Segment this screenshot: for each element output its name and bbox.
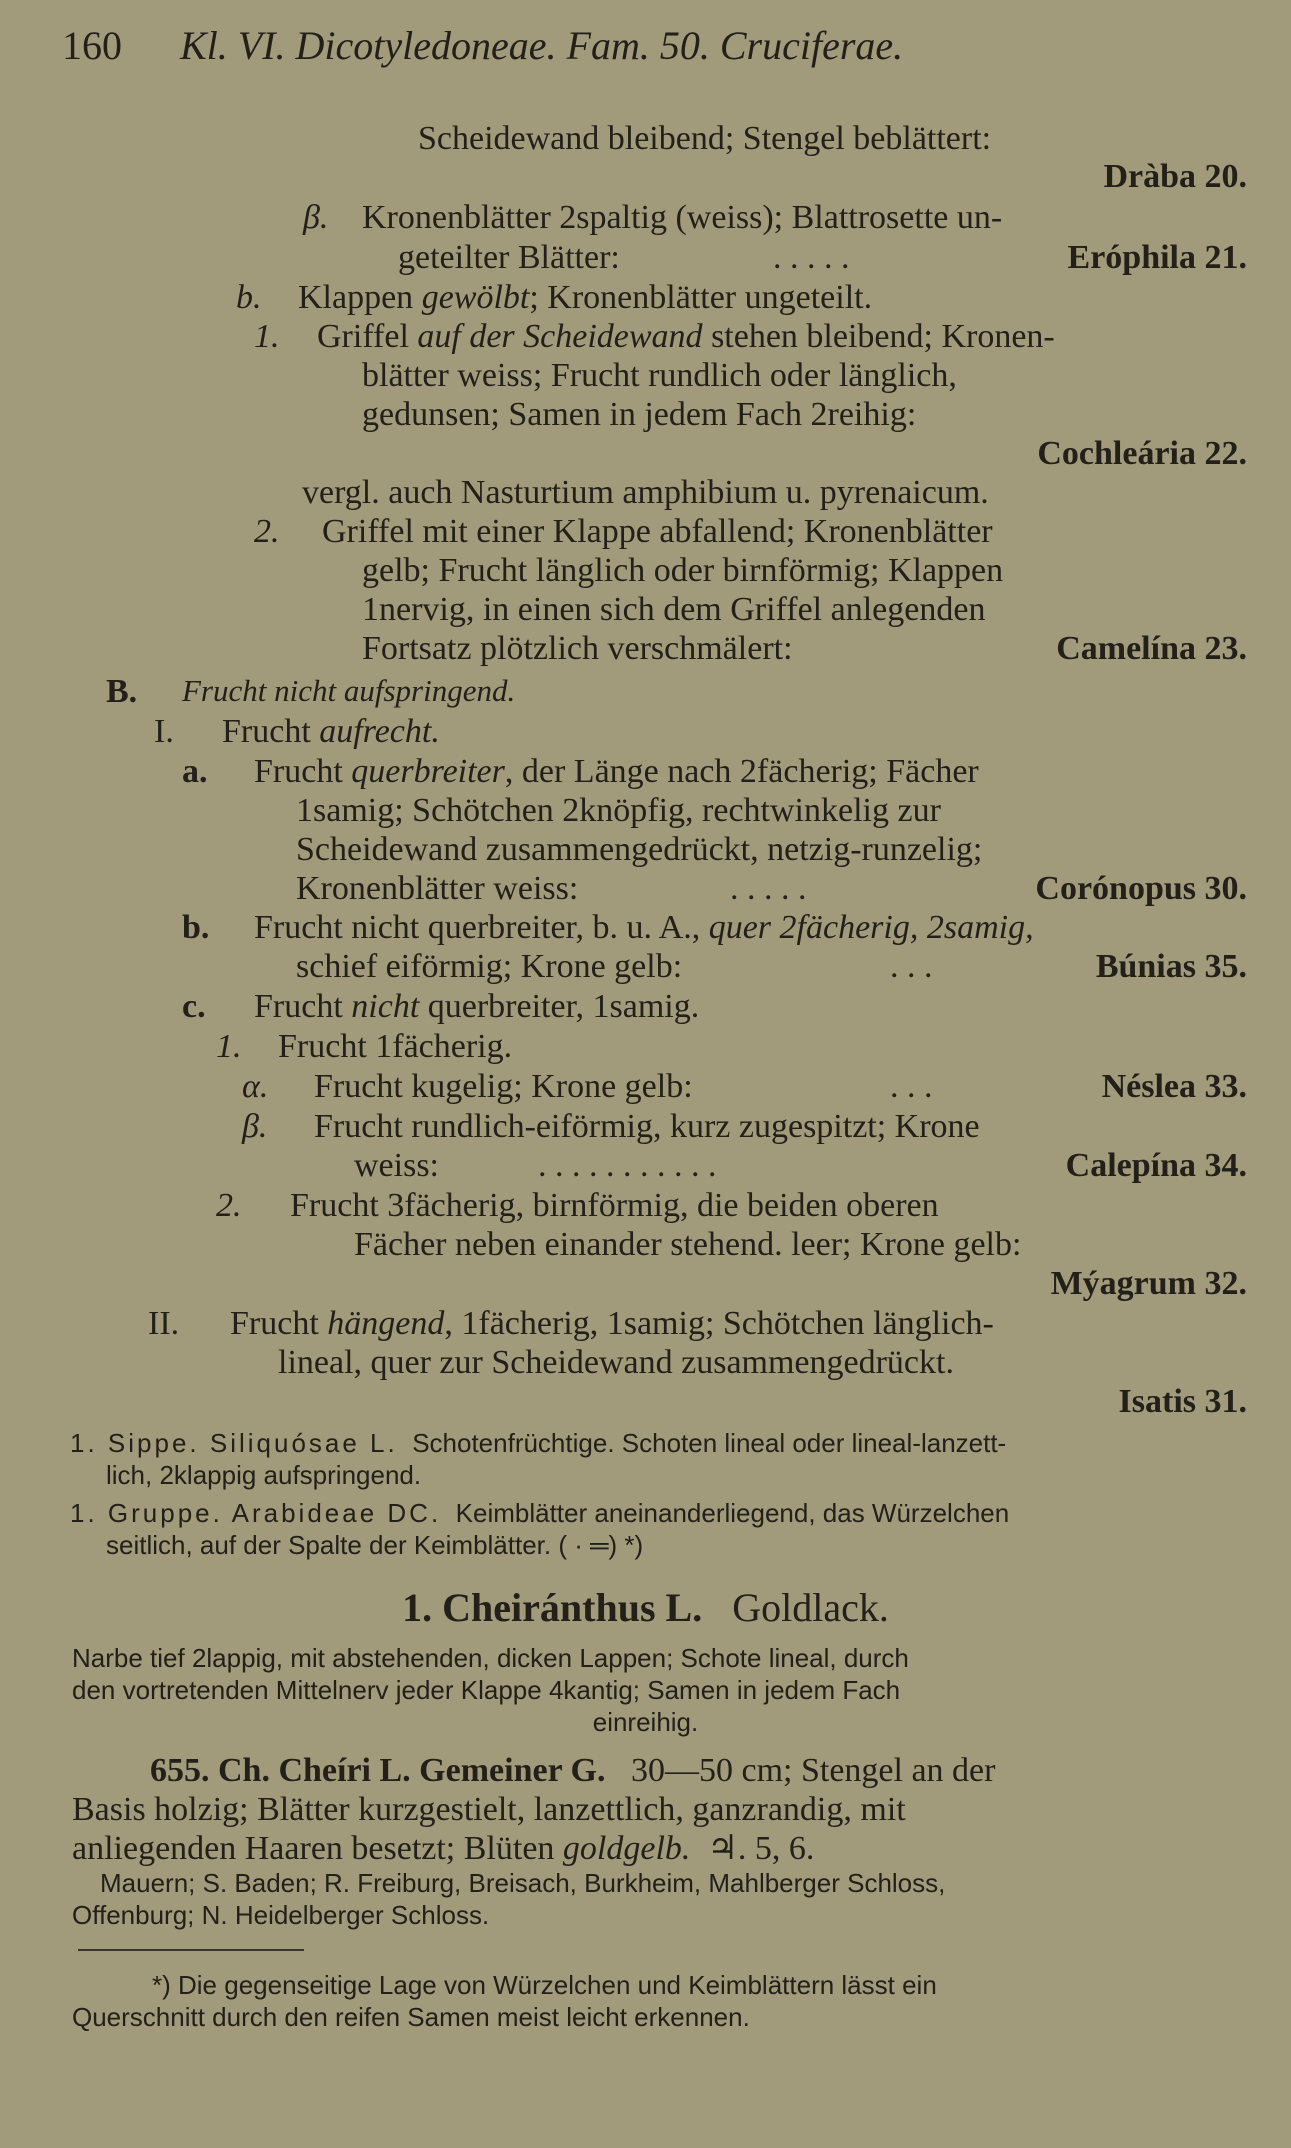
key-genus-name: Calepína 34. (1065, 1147, 1247, 1184)
key-line: Frucht querbreiter, der Länge nach 2fächerig; Fächer (254, 753, 979, 790)
key-line: Kronenblätter 2spaltig (weiss); Blattrosette un- (362, 199, 1003, 236)
running-title: Kl. VI. Dicotyledoneae. Fam. 50. Cruciferae. (180, 23, 904, 68)
key-marker: 2. (254, 513, 280, 550)
leader-dots: . . . . . . . . . . . (538, 1147, 717, 1184)
key-line: Kronenblätter weiss: (296, 870, 579, 907)
key-marker: b. (236, 279, 262, 316)
key-genus-name: Eróphila 21. (1067, 239, 1247, 276)
key-line: Frucht rundlich-eiförmig, kurz zugespitzt; Krone (314, 1108, 980, 1145)
key-line: weiss: (354, 1147, 439, 1184)
key-line: Frucht nicht querbreiter, b. u. A., quer 2fächerig, 2samig, (254, 909, 1034, 946)
key-marker: 1. (254, 318, 280, 355)
leader-dots: . . . (890, 1068, 933, 1105)
key-line: Frucht aufrecht. (222, 713, 440, 750)
key-line: Scheidewand bleibend; Stengel beblättert: (418, 120, 992, 157)
key-line: Frucht 1fächerig. (278, 1028, 513, 1065)
key-marker: B. (106, 673, 138, 710)
key-marker: β. (242, 1108, 268, 1145)
key-line: gedunsen; Samen in jedem Fach 2reihig: (362, 396, 917, 433)
key-genus-name: Néslea 33. (1101, 1068, 1247, 1105)
key-line: Frucht 3fächerig, birnförmig, die beiden oberen (290, 1187, 939, 1224)
key-marker: b. (182, 909, 210, 946)
key-marker: II. (148, 1305, 180, 1342)
key-line: Frucht nicht aufspringend. (182, 673, 516, 708)
key-line: schief eiförmig; Krone gelb: (296, 948, 683, 985)
key-genus-name: Mýagrum 32. (1050, 1265, 1247, 1302)
key-genus-name: Búnias 35. (1095, 948, 1247, 985)
key-line: Klappen gewölbt; Kronenblätter ungeteilt. (298, 279, 873, 316)
species-heading: 655. Ch. Cheíri L. Gemeiner G. 30—50 cm; Stengel an der (150, 1752, 996, 1789)
leader-dots: . . . . . (730, 870, 807, 907)
leader-dots: . . . . . (773, 239, 850, 276)
key-line: vergl. auch Nasturtium amphibium u. pyrenaicum. (302, 474, 989, 511)
species-distribution: Mauern; S. Baden; R. Freiburg, Breisach, Burkheim, Mahlberger Schloss, (100, 1868, 946, 1898)
key-genus-name: Corónopus 30. (1035, 870, 1247, 907)
key-marker: α. (242, 1068, 269, 1105)
key-genus-name: Camelína 23. (1056, 630, 1247, 667)
key-marker: c. (182, 988, 206, 1025)
key-line: blätter weiss; Frucht rundlich oder länglich, (362, 357, 957, 394)
species-description: anliegenden Haaren besetzt; Blüten goldgelb. ♃. 5, 6. (72, 1830, 815, 1867)
key-marker: β. (303, 199, 329, 236)
sippe-line: 1. Sippe. Siliquósae L. Schotenfrüchtige. Schoten lineal oder lineal-lanzett- (70, 1428, 1007, 1458)
gruppe-line: 1. Gruppe. Arabideae DC. Keimblätter aneinanderliegend, das Würzelchen (70, 1498, 1010, 1528)
key-marker: 1. (216, 1028, 242, 1065)
key-line: lineal, quer zur Scheidewand zusammengedrückt. (278, 1344, 954, 1381)
species-distribution: Offenburg; N. Heidelberger Schloss. (72, 1900, 490, 1930)
key-line: Fortsatz plötzlich verschmälert: (362, 630, 793, 667)
key-line: 1nervig, in einen sich dem Griffel anlegenden (362, 591, 986, 628)
key-line: 1samig; Schötchen 2knöpfig, rechtwinkelig zur (296, 792, 941, 829)
genus-description: einreihig. (592, 1707, 699, 1737)
key-line: geteilter Blätter: (398, 239, 620, 276)
genus-description: den vortretenden Mittelnerv jeder Klappe 4kantig; Samen in jedem Fach (72, 1675, 901, 1705)
key-line: Frucht hängend, 1fächerig, 1samig; Schötchen länglich- (230, 1305, 994, 1342)
footnote-rule (78, 1949, 304, 1951)
footnote: Querschnitt durch den reifen Samen meist leicht erkennen. (72, 2002, 750, 2032)
gruppe-line: seitlich, auf der Spalte der Keimblätter. ( · ═) *) (106, 1530, 644, 1560)
key-line: Frucht nicht querbreiter, 1samig. (254, 988, 700, 1025)
key-genus-name: Cochleária 22. (1037, 435, 1247, 472)
species-description: Basis holzig; Blätter kurzgestielt, lanzettlich, ganzrandig, mit (72, 1791, 906, 1828)
genus-heading: 1. Cheiránthus L. Goldlack. (402, 1585, 889, 1630)
genus-description: Narbe tief 2lappig, mit abstehenden, dicken Lappen; Schote lineal, durch (72, 1643, 909, 1673)
key-marker: I. (154, 713, 174, 750)
leader-dots: . . . (890, 948, 933, 985)
sippe-line: lich, 2klappig aufspringend. (106, 1460, 422, 1490)
page-number: 160 (62, 23, 122, 68)
key-line: Scheidewand zusammengedrückt, netzig-runzelig; (296, 831, 983, 868)
key-line: Griffel auf der Scheidewand stehen bleibend; Kronen- (317, 318, 1055, 355)
key-genus-name: Isatis 31. (1118, 1383, 1247, 1420)
key-line: Frucht kugelig; Krone gelb: (314, 1068, 693, 1105)
key-line: Fächer neben einander stehend. leer; Krone gelb: (354, 1226, 1022, 1263)
key-genus-name: Dràba 20. (1103, 158, 1247, 195)
key-line: gelb; Frucht länglich oder birnförmig; Klappen (362, 552, 1004, 589)
key-marker: 2. (216, 1187, 242, 1224)
key-marker: a. (182, 753, 208, 790)
footnote: *) Die gegenseitige Lage von Würzelchen und Keimblättern lässt ein (152, 1970, 937, 2000)
key-line: Griffel mit einer Klappe abfallend; Kronenblätter (322, 513, 993, 550)
